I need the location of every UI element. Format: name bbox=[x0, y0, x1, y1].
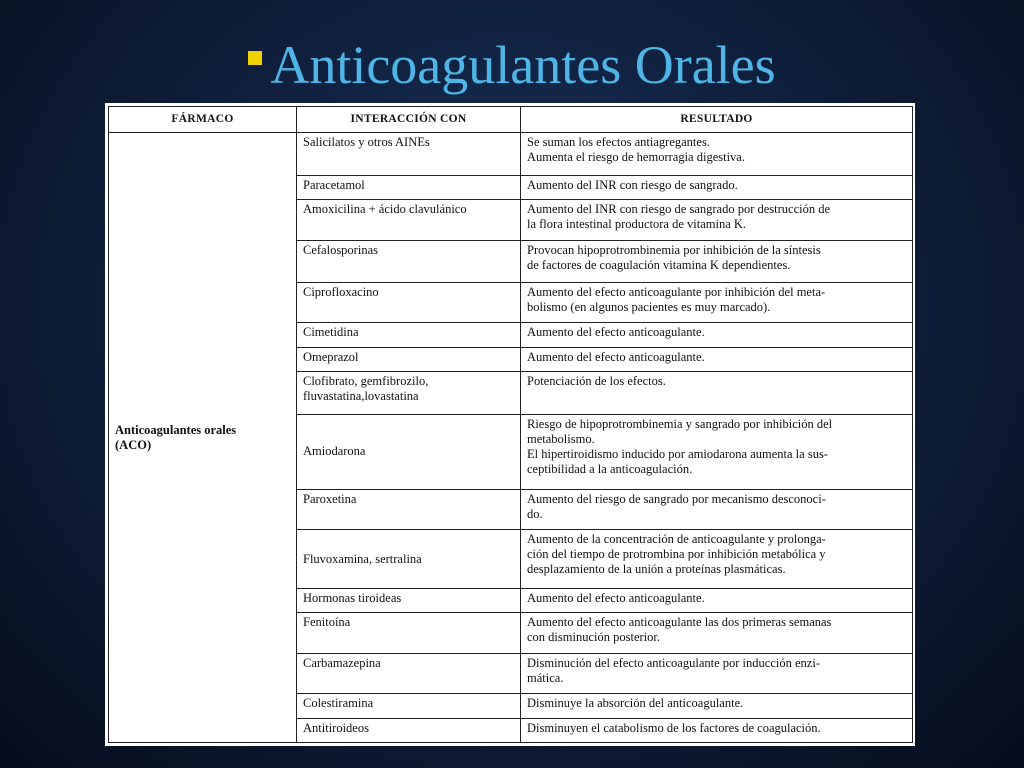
interaccion-cell: Colestiramina bbox=[297, 694, 521, 718]
resultado-cell: Aumento del efecto anticoagulante. bbox=[521, 347, 913, 371]
resultado-cell: Potenciación de los efectos. bbox=[521, 372, 913, 415]
interaccion-cell: Antitiroideos bbox=[297, 718, 521, 742]
header-interaccion: INTERACCIÓN CON bbox=[297, 107, 521, 133]
interaccion-cell: Cefalosporinas bbox=[297, 241, 521, 283]
interaccion-cell: Hormonas tiroideas bbox=[297, 588, 521, 612]
resultado-cell: Aumento del efecto anticoagulante las dos primeras semanas con disminución posterior. bbox=[521, 613, 913, 654]
interaction-table bbox=[108, 106, 913, 743]
interaccion-cell: Fluvoxamina, sertralina bbox=[297, 530, 521, 589]
square-bullet-icon bbox=[248, 51, 262, 65]
interaccion-cell: Clofibrato, gemfibrozilo, fluvastatina,lovastatina bbox=[297, 372, 521, 415]
interaccion-cell: Carbamazepina bbox=[297, 653, 521, 694]
resultado-cell: Aumento del efecto anticoagulante. bbox=[521, 323, 913, 347]
interaccion-cell: Paroxetina bbox=[297, 489, 521, 530]
resultado-cell: Riesgo de hipoprotrombinemia y sangrado por inhibición del metabolismo. El hipertiroidismo inducido por amiodarona aumenta la sus- ceptibilidad a la anticoagulación. bbox=[521, 414, 913, 489]
interaccion-cell: Paracetamol bbox=[297, 175, 521, 199]
interaccion-cell: Salicilatos y otros AINEs bbox=[297, 133, 521, 176]
header-resultado: RESULTADO bbox=[521, 107, 913, 133]
resultado-cell: Aumento del INR con riesgo de sangrado. bbox=[521, 175, 913, 199]
resultado-cell: Disminuyen el catabolismo de los factores de coagulación. bbox=[521, 718, 913, 742]
resultado-cell: Aumento del efecto anticoagulante por inhibición del meta- bolismo (en algunos pacientes es muy marcado). bbox=[521, 282, 913, 323]
resultado-cell: Disminución del efecto anticoagulante por inducción enzi- mática. bbox=[521, 653, 913, 694]
resultado-cell: Aumento del efecto anticoagulante. bbox=[521, 588, 913, 612]
slide-title-row bbox=[0, 30, 1024, 100]
interaccion-cell: Omeprazol bbox=[297, 347, 521, 371]
resultado-cell: Aumento de la concentración de anticoagulante y prolonga- ción del tiempo de protrombina por inhibición metabólica y desplazamiento de la unión a proteínas plasmáticas. bbox=[521, 530, 913, 589]
resultado-cell: Disminuye la absorción del anticoagulante. bbox=[521, 694, 913, 718]
interaccion-cell: Cimetidina bbox=[297, 323, 521, 347]
interaccion-cell: Ciprofloxacino bbox=[297, 282, 521, 323]
table-row bbox=[109, 133, 913, 176]
interaccion-cell: Amiodarona bbox=[297, 414, 521, 489]
interaccion-cell: Amoxicilina + ácido clavulánico bbox=[297, 199, 521, 241]
interaccion-cell: Fenitoína bbox=[297, 613, 521, 654]
resultado-cell: Provocan hipoprotrombinemia por inhibición de la síntesis de factores de coagulación vitamina K dependientes. bbox=[521, 241, 913, 283]
header-farmaco: FÁRMACO bbox=[109, 107, 297, 133]
farmaco-cell: Anticoagulantes orales (ACO) bbox=[109, 133, 297, 743]
resultado-cell: Aumento del INR con riesgo de sangrado por destrucción de la flora intestinal productora de vitamina K. bbox=[521, 199, 913, 241]
slide-title: Anticoagulantes Orales bbox=[270, 35, 776, 95]
resultado-cell: Aumento del riesgo de sangrado por mecanismo desconoci- do. bbox=[521, 489, 913, 530]
interaction-table-container bbox=[105, 103, 915, 746]
resultado-cell: Se suman los efectos antiagregantes. Aumenta el riesgo de hemorragia digestiva. bbox=[521, 133, 913, 176]
table-header-row bbox=[109, 107, 913, 133]
